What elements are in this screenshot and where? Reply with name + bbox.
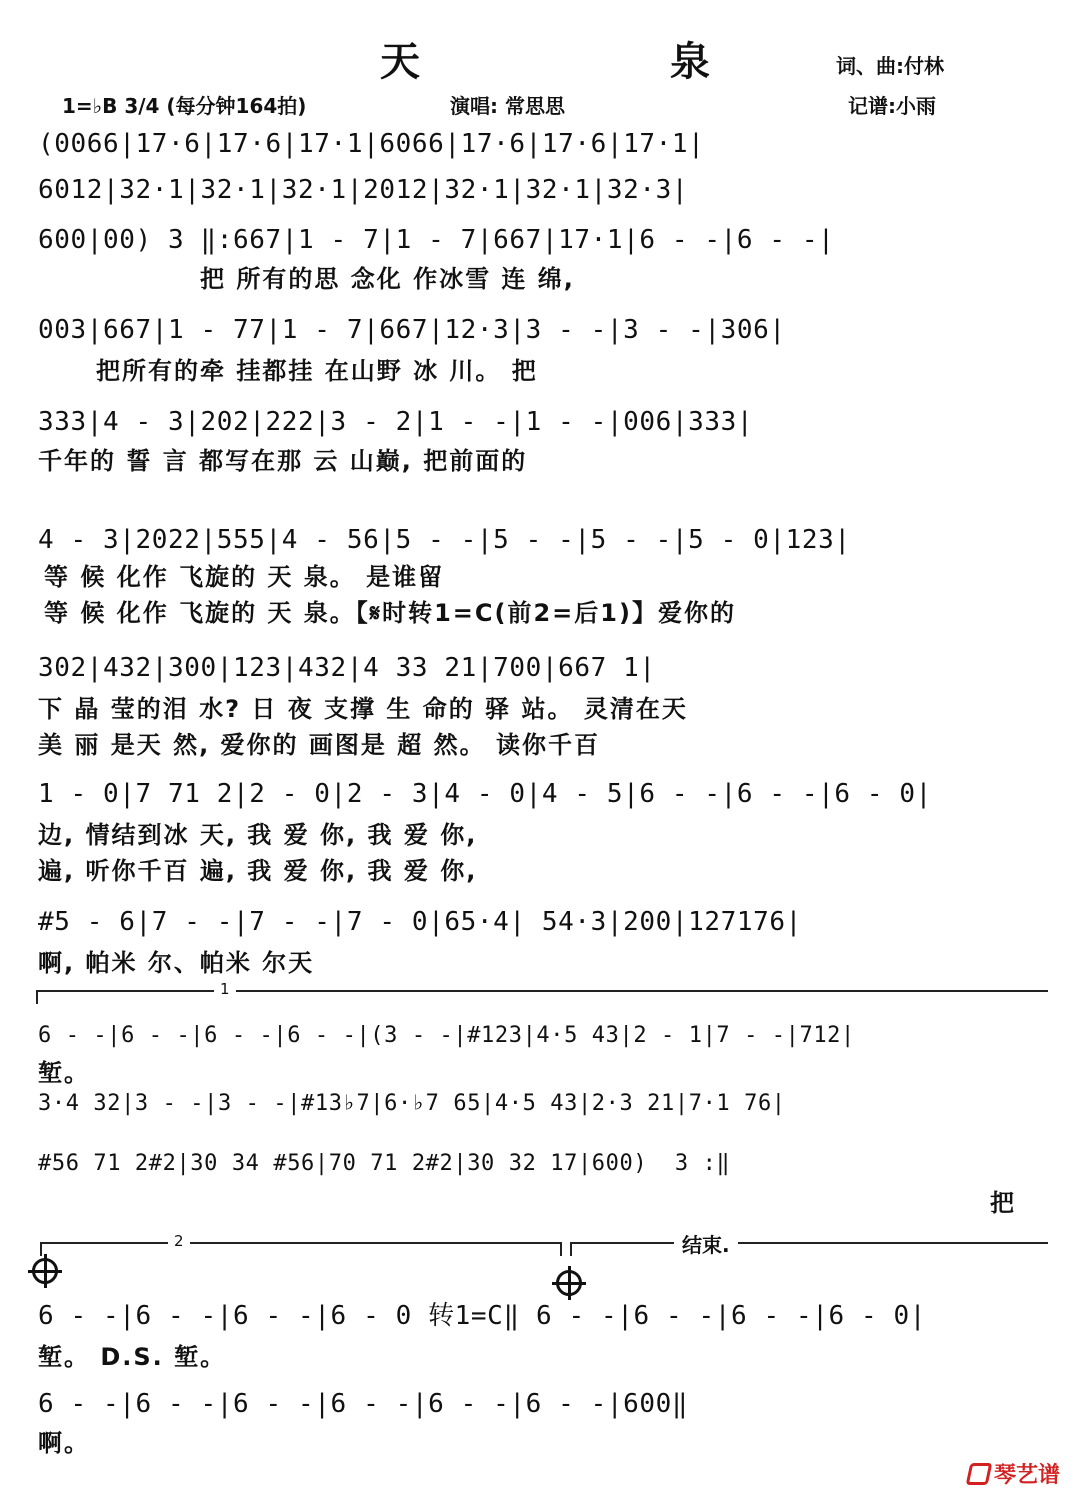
score-line-notes: (0066|17·6|17·6|17·1|6066|17·6|17·6|17·1| <box>38 129 705 159</box>
second-ending-bracket <box>40 1232 562 1256</box>
song-title-char-1: 天 <box>380 38 420 85</box>
lyric-line: 啊, 帕米 尔、帕米 尔天 <box>38 949 315 977</box>
score-line-notes: 3·4 32|3 - -|3 - -|#13♭7|6·♭7 65|4·5 43|2·3 21|7·1 76| <box>38 1091 786 1116</box>
lyric-line: 把所有的牵 挂都挂 在山野 冰 川。 把 <box>96 357 538 385</box>
score-line-notes: 6 - -|6 - -|6 - -|6 - 0 转1=C‖ 6 - -|6 - -|6 - -|6 - 0| <box>38 1301 927 1331</box>
key-tempo-marking: 1=♭B 3/4 (每分钟164拍) <box>62 94 307 118</box>
lyric-line: 堑。 <box>38 1059 90 1087</box>
transcriber-credit: 记谱:小雨 <box>848 94 936 118</box>
score-line-notes: 333|4 - 3|202|222|3 - 2|1 - -|1 - -|006|333| <box>38 407 754 437</box>
score-line-notes: 003|667|1 - 77|1 - 7|667|12·3|3 - -|3 - -|306| <box>38 315 786 345</box>
lyricist-composer-credit: 词、曲:付林 <box>836 54 944 78</box>
first-ending-number: 1 <box>214 980 236 998</box>
lyric-line: 把 所有的思 念化 作冰雪 连 绵, <box>200 265 575 293</box>
lyric-line: 啊。 <box>38 1429 90 1457</box>
lyric-line: 边, 情结到冰 天, 我 爱 你, 我 爱 你, <box>38 821 478 849</box>
score-line-notes: 302|432|300|123|432|4 33 21|700|667 1| <box>38 653 656 683</box>
watermark-logo-icon <box>966 1463 993 1485</box>
lyric-line: 等 候 化作 飞旋的 天 泉。 是谁留 <box>44 563 445 591</box>
score-line-notes: 1 - 0|7 71 2|2 - 0|2 - 3|4 - 0|4 - 5|6 - -|6 - -|6 - 0| <box>38 779 932 809</box>
lyric-line: 等 候 化作 飞旋的 天 泉。【𝄋时转1=C(前2=后1)】爱你的 <box>44 599 736 627</box>
second-ending-number: 2 <box>168 1232 190 1250</box>
score-line-notes: #56 71 2#2|30 34 #56|70 71 2#2|30 32 17|600) 3 :‖ <box>38 1151 731 1176</box>
score-line-notes: 600|00) 3 ‖:667|1 - 7|1 - 7|667|17·1|6 - -|6 - -| <box>38 225 835 255</box>
score-line-notes: 4 - 3|2022|555|4 - 56|5 - -|5 - -|5 - -|5 - 0|123| <box>38 525 851 555</box>
ending-bracket <box>570 1233 1048 1257</box>
score-line-notes: 6 - -|6 - -|6 - -|6 - -|6 - -|6 - -|600‖ <box>38 1389 689 1419</box>
lyric-line: 堑。 D.S. 堑。 <box>38 1343 227 1371</box>
first-ending-bracket <box>36 980 1048 1004</box>
coda-icon <box>556 1270 582 1296</box>
score-line-notes: 6012|32·1|32·1|32·1|2012|32·1|32·1|32·3| <box>38 175 689 205</box>
lyric-line: 下 晶 莹的泪 水? 日 夜 支撑 生 命的 驿 站。 灵清在天 <box>38 695 688 723</box>
score-line-notes: 6 - -|6 - -|6 - -|6 - -|(3 - -|#123|4·5 43|2 - 1|7 - -|712| <box>38 1023 855 1048</box>
watermark-logo <box>968 1458 1060 1489</box>
lyric-line: 千年的 誓 言 都写在那 云 山巅, 把前面的 <box>38 447 528 475</box>
coda-icon <box>32 1258 58 1284</box>
ending-label: 结束. <box>674 1229 738 1258</box>
song-title-char-2: 泉 <box>670 38 710 85</box>
lyric-line: 美 丽 是天 然, 爱你的 画图是 超 然。 读你千百 <box>38 731 600 759</box>
lyric-line: 把 <box>990 1189 1016 1217</box>
watermark-logo-text: 琴艺谱 <box>994 1463 1061 1488</box>
song-title <box>380 30 710 87</box>
score-line-notes: #5 - 6|7 - -|7 - -|7 - 0|65·4| 54·3|200|127176| <box>38 907 802 937</box>
lyric-line: 遍, 听你千百 遍, 我 爱 你, 我 爱 你, <box>38 857 478 885</box>
singer-credit: 演唱: 常思思 <box>450 94 565 118</box>
